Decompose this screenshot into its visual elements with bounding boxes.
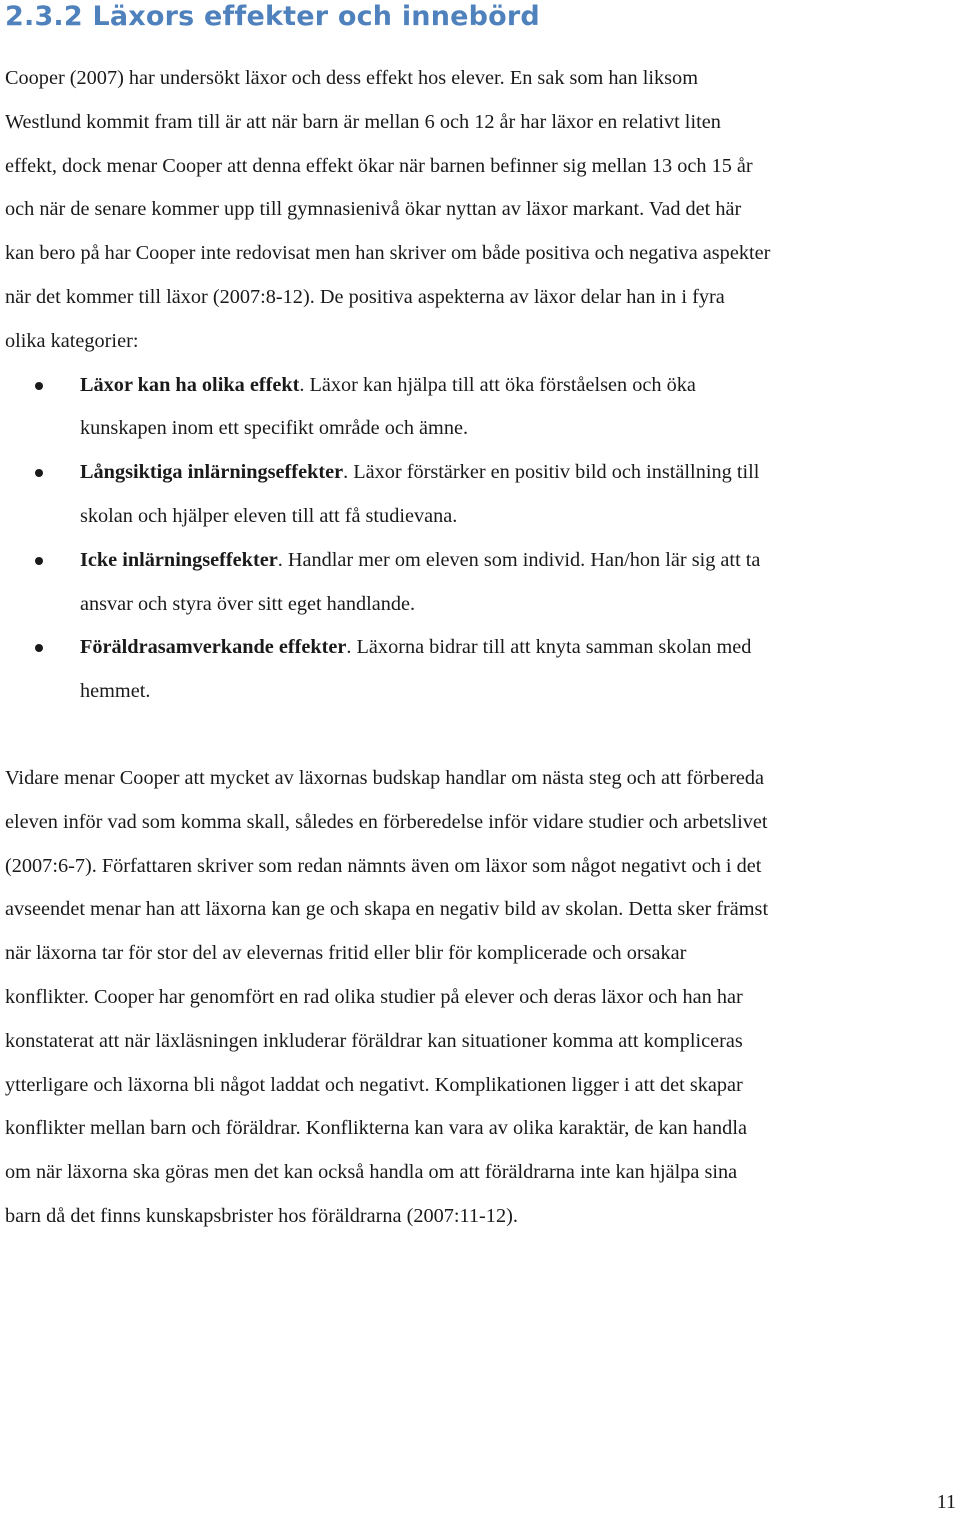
text-line: skolan och hjälper eleven till att få studievana. [80,504,458,527]
list-item [5,626,960,714]
text-line: (2007:6-7). Författaren skriver som redan nämnts även om läxor som något negativt och i det [5,854,762,877]
text-line: barn då det finns kunskapsbrister hos föräldrarna (2007:11‐12). [5,1204,518,1227]
text-line: om när läxorna ska göras men det kan också handla om att föräldrarna inte kan hjälpa sina [5,1161,738,1184]
text-line: och när de senare kommer upp till gymnasienivå ökar nyttan av läxor markant. Vad det här [5,198,742,221]
list-item [5,364,960,452]
text-line: effekt, dock menar Cooper att denna effekt ökar när barnen befinner sig mellan 13 och 15 år [5,154,753,177]
text-line: konflikter. Cooper har genomfört en rad olika studier på elever och deras läxor och han har [5,985,743,1008]
text-line [80,364,960,408]
text-line: när det kommer till läxor (2007:8‐12). De positiva aspekterna av läxor delar han in i fyra [5,285,725,308]
text-line: Cooper (2007) har undersökt läxor och dess effekt hos elever. En sak som han liksom [5,67,698,89]
text-line: konstaterat att när läxläsningen inkluderar föräldrar kan situationer komma att kompliceras [5,1029,743,1052]
text-line: Westlund kommit fram till är att när barn är mellan 6 och 12 år har läxor en relativt liten [5,110,721,133]
item-text: . Läxor förstärker en positiv bild och inställning till [343,461,760,484]
item-text: . Läxor kan hjälpa till att öka förståelsen och öka [299,373,696,396]
paragraph-conclusion [5,757,960,1239]
text-line: eleven inför vad som komma skall, således en förberedelse inför vidare studier och arbetslivet [5,810,768,833]
page-number: 11 [936,1491,956,1513]
list-item [5,451,960,539]
item-text: . Handlar mer om eleven som individ. Han/hon lär sig att ta [277,548,761,571]
text-line: olika kategorier: [5,329,139,352]
item-text: . Läxorna bidrar till att knyta samman skolan med [346,636,752,659]
bold-term: Långsiktiga inlärningseffekter [80,461,344,484]
text-line [80,626,960,670]
bullet-icon [35,469,43,477]
section-heading: 2.3.2 Läxors effekter och innebörd [5,1,540,32]
text-line: kan bero på har Cooper inte redovisat men han skriver om både positiva och negativa aspekter [5,242,771,265]
text-line [80,451,960,495]
text-line: ansvar och styra över sitt eget handlande. [80,592,416,615]
bullet-icon [35,382,43,390]
document-page [5,0,960,1239]
bold-term: Icke inlärningseffekter [80,548,278,571]
text-line: konflikter mellan barn och föräldrar. Konflikterna kan vara av olika karaktär, de kan handla [5,1117,747,1140]
text-line: hemmet. [80,680,151,703]
paragraph-intro [5,57,960,364]
text-line: ytterligare och läxorna bli något laddat och negativt. Komplikationen ligger i att det skapar [5,1073,743,1096]
bullet-icon [35,557,43,565]
text-line: när läxorna tar för stor del av elevernas fritid eller blir för komplicerade och orsakar [5,942,687,965]
text-line: avseendet menar han att läxorna kan ge och skapa en negativ bild av skolan. Detta sker främst [5,898,769,921]
category-list [5,364,960,714]
text-line: kunskapen inom ett specifikt område och ämne. [80,417,469,440]
text-line [80,539,960,583]
bold-term: Läxor kan ha olika effekt [80,373,300,396]
bold-term: Föräldrasamverkande effekter [80,636,347,659]
list-item [5,539,960,627]
bullet-icon [35,644,43,652]
text-line: Vidare menar Cooper att mycket av läxornas budskap handlar om nästa steg och att förbereda [5,766,765,789]
